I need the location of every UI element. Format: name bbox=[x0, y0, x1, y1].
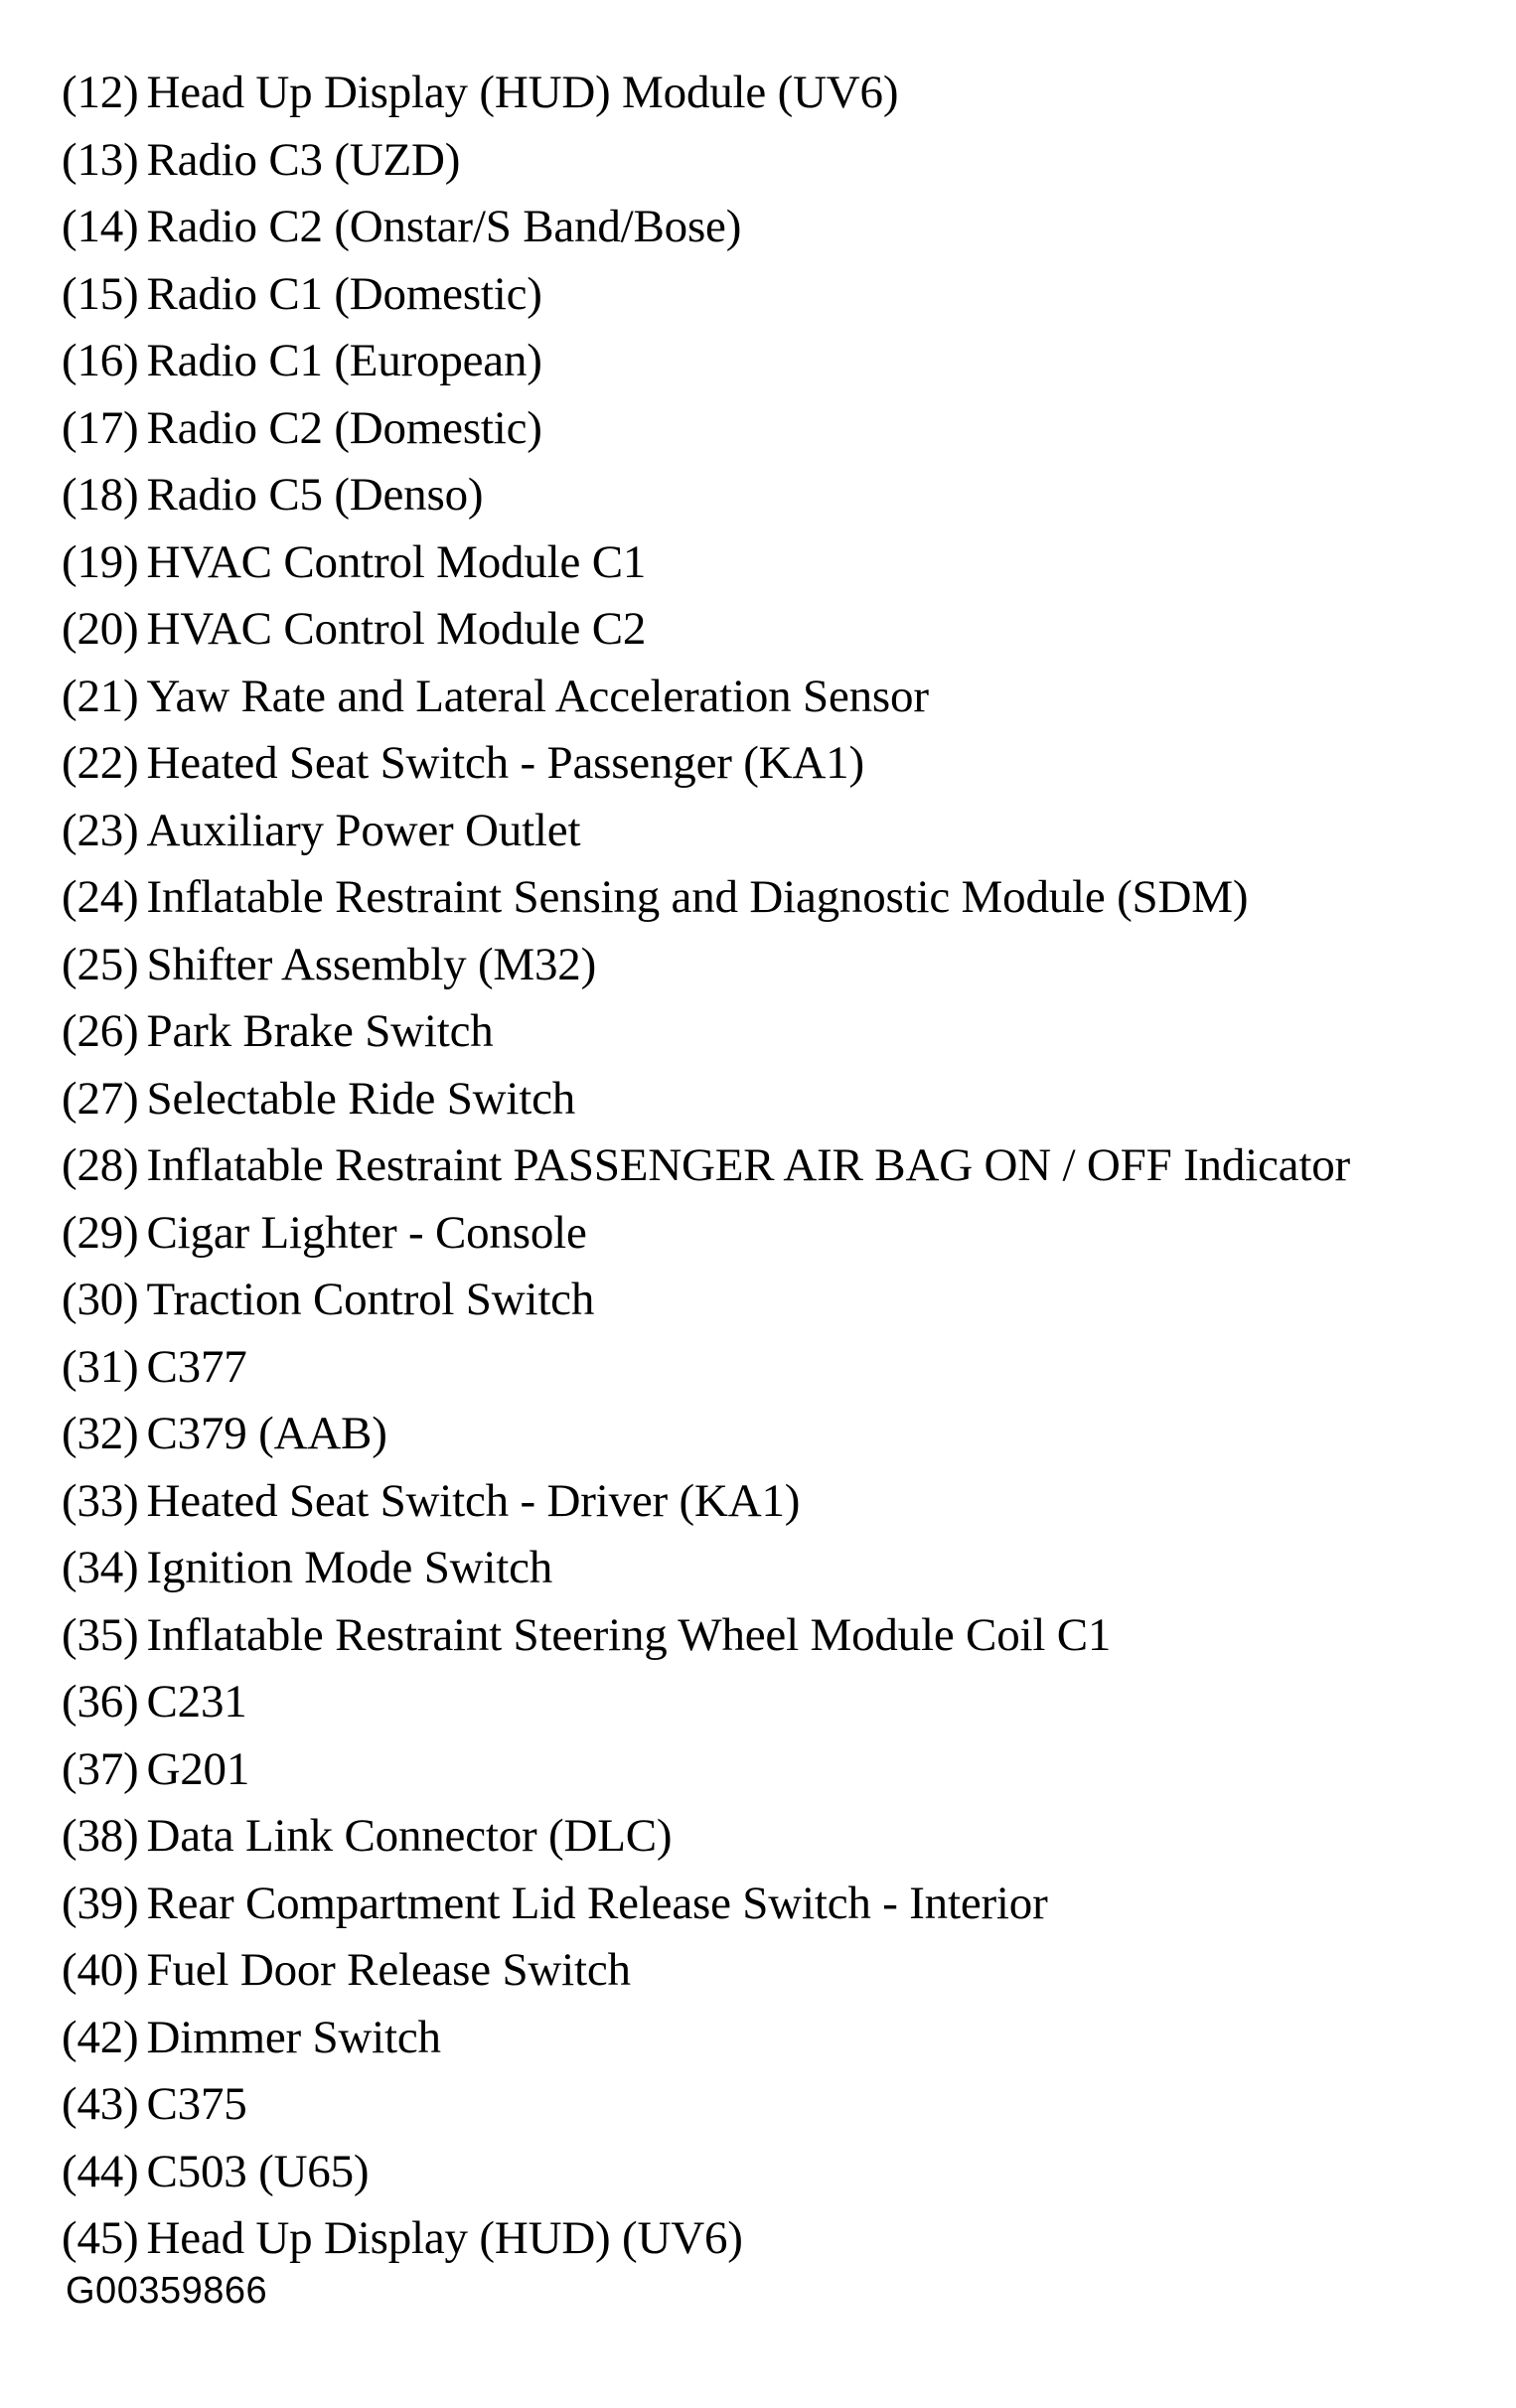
legend-item-number: (43) bbox=[62, 2078, 139, 2130]
legend-item-number: (39) bbox=[62, 1877, 139, 1929]
legend-item-number: (31) bbox=[62, 1340, 139, 1393]
legend-item-number: (37) bbox=[62, 1742, 139, 1795]
legend-item bbox=[62, 1937, 1350, 2005]
legend-item-number: (40) bbox=[62, 1944, 139, 1996]
legend-item-number: (42) bbox=[62, 2011, 139, 2063]
legend-item-label: C375 bbox=[146, 2078, 247, 2130]
legend-item-label: Selectable Ride Switch bbox=[146, 1072, 576, 1125]
legend-item-label: Auxiliary Power Outlet bbox=[146, 804, 581, 856]
legend-item bbox=[62, 1200, 1350, 1268]
legend-item-label: Head Up Display (HUD) Module (UV6) bbox=[146, 67, 899, 118]
legend-item-number: (15) bbox=[62, 267, 139, 320]
legend-item-number: (20) bbox=[62, 603, 139, 655]
legend-item-label: Radio C1 (Domestic) bbox=[146, 267, 542, 320]
legend-item-label: Traction Control Switch bbox=[146, 1274, 595, 1325]
legend-item-number: (19) bbox=[62, 535, 139, 588]
legend-item-number: (22) bbox=[62, 737, 139, 789]
legend-item-number: (14) bbox=[62, 201, 139, 252]
legend-item-number: (44) bbox=[62, 2145, 139, 2197]
legend-item-number: (26) bbox=[62, 1005, 139, 1057]
legend-item bbox=[62, 1066, 1350, 1133]
legend-item-label: Radio C3 (UZD) bbox=[146, 133, 461, 186]
legend-item bbox=[62, 2071, 1350, 2139]
legend-item bbox=[62, 529, 1350, 597]
legend-item bbox=[62, 1468, 1350, 1536]
legend-item-label: Radio C5 (Denso) bbox=[146, 469, 484, 521]
legend-item-number: (45) bbox=[62, 2212, 139, 2264]
legend-item-label: HVAC Control Module C1 bbox=[146, 535, 647, 588]
legend-item-label: Data Link Connector (DLC) bbox=[146, 1810, 673, 1862]
legend-item-label: Yaw Rate and Lateral Acceleration Sensor bbox=[146, 670, 929, 722]
legend-item bbox=[62, 1334, 1350, 1402]
legend-item-label: Inflatable Restraint Sensing and Diagnostic Module (SDM) bbox=[146, 871, 1249, 923]
legend-item-label: Cigar Lighter - Console bbox=[146, 1206, 587, 1259]
legend-item-number: (12) bbox=[62, 67, 139, 118]
legend-item-label: Heated Seat Switch - Driver (KA1) bbox=[146, 1474, 801, 1527]
legend-item-label: Rear Compartment Lid Release Switch - Interior bbox=[146, 1877, 1048, 1929]
legend-item bbox=[62, 127, 1350, 195]
legend-item-number: (36) bbox=[62, 1676, 139, 1728]
legend-item-number: (21) bbox=[62, 670, 139, 722]
legend-item bbox=[62, 664, 1350, 731]
legend-item-number: (33) bbox=[62, 1474, 139, 1527]
legend-item bbox=[62, 798, 1350, 865]
legend-item-number: (27) bbox=[62, 1072, 139, 1125]
legend-item-label: Fuel Door Release Switch bbox=[146, 1944, 631, 1996]
legend-item-label: Shifter Assembly (M32) bbox=[146, 938, 597, 990]
legend-item bbox=[62, 1803, 1350, 1871]
legend-item-number: (38) bbox=[62, 1810, 139, 1862]
legend-item bbox=[62, 1669, 1350, 1736]
legend-item-label: Inflatable Restraint Steering Wheel Module Coil C1 bbox=[146, 1608, 1112, 1661]
legend-item-number: (29) bbox=[62, 1206, 139, 1259]
legend-item bbox=[62, 730, 1350, 798]
legend-item bbox=[62, 328, 1350, 395]
legend-item bbox=[62, 1871, 1350, 1938]
legend-item-label: Ignition Mode Switch bbox=[146, 1542, 553, 1593]
legend-item bbox=[62, 1401, 1350, 1468]
component-legend-list bbox=[62, 60, 1350, 2273]
legend-item bbox=[62, 1132, 1350, 1200]
legend-item bbox=[62, 261, 1350, 329]
legend-item bbox=[62, 932, 1350, 999]
legend-item-number: (18) bbox=[62, 469, 139, 521]
legend-item-number: (25) bbox=[62, 938, 139, 990]
legend-item bbox=[62, 1602, 1350, 1670]
legend-item-label: C231 bbox=[146, 1676, 247, 1728]
legend-item bbox=[62, 462, 1350, 529]
legend-item-label: Head Up Display (HUD) (UV6) bbox=[146, 2212, 743, 2264]
legend-item bbox=[62, 1535, 1350, 1602]
legend-item-number: (34) bbox=[62, 1542, 139, 1593]
legend-item-label: Inflatable Restraint PASSENGER AIR BAG ON / OFF Indicator bbox=[146, 1139, 1350, 1191]
legend-item-label: C379 (AAB) bbox=[146, 1408, 387, 1459]
legend-item-number: (32) bbox=[62, 1408, 139, 1459]
legend-item-number: (30) bbox=[62, 1274, 139, 1325]
legend-item-label: C377 bbox=[146, 1340, 247, 1393]
legend-item-label: Radio C2 (Onstar/S Band/Bose) bbox=[146, 201, 742, 252]
legend-item-label: G201 bbox=[146, 1742, 250, 1795]
legend-item bbox=[62, 998, 1350, 1066]
legend-item-label: Radio C2 (Domestic) bbox=[146, 401, 542, 454]
legend-item-label: HVAC Control Module C2 bbox=[146, 603, 647, 655]
legend-item-label: Heated Seat Switch - Passenger (KA1) bbox=[146, 737, 864, 789]
legend-item bbox=[62, 864, 1350, 932]
legend-item bbox=[62, 60, 1350, 127]
legend-item-number: (17) bbox=[62, 401, 139, 454]
legend-item-number: (35) bbox=[62, 1608, 139, 1661]
legend-item-number: (28) bbox=[62, 1139, 139, 1191]
legend-item-label: C503 (U65) bbox=[146, 2145, 370, 2197]
legend-item-number: (24) bbox=[62, 871, 139, 923]
legend-item bbox=[62, 2139, 1350, 2206]
legend-item bbox=[62, 194, 1350, 261]
legend-item-label: Radio C1 (European) bbox=[146, 335, 542, 386]
legend-item bbox=[62, 395, 1350, 463]
legend-item-label: Dimmer Switch bbox=[146, 2011, 441, 2063]
legend-item-number: (23) bbox=[62, 804, 139, 856]
legend-item bbox=[62, 596, 1350, 664]
legend-item bbox=[62, 2005, 1350, 2072]
figure-id: G00359866 bbox=[66, 2270, 268, 2312]
legend-item bbox=[62, 2205, 1350, 2273]
legend-item bbox=[62, 1736, 1350, 1804]
legend-item-number: (13) bbox=[62, 133, 139, 186]
legend-item-number: (16) bbox=[62, 335, 139, 386]
legend-item bbox=[62, 1267, 1350, 1334]
legend-item-label: Park Brake Switch bbox=[146, 1005, 494, 1057]
